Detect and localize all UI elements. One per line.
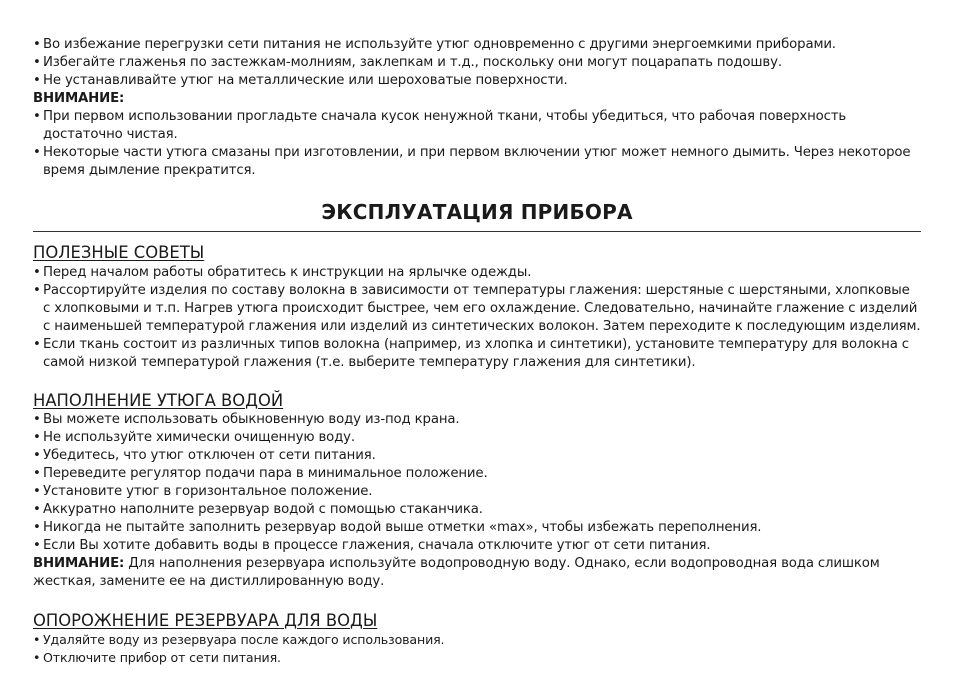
list-item: • Убедитесь, что утюг отключен от сети питания. bbox=[33, 447, 880, 465]
list-item: • Не используйте химически очищенную воду. bbox=[33, 429, 880, 447]
list-item: • Отключите прибор от сети питания. bbox=[33, 649, 444, 667]
list-item bbox=[33, 108, 910, 144]
title-divider bbox=[33, 231, 921, 232]
list-item-line: • Некоторые части утюга смазаны при изготовлении, и при первом включении утюг может немного дымить. Через некоторое bbox=[43, 145, 911, 160]
list-item: • Аккуратно наполните резервуар водой с помощью стаканчика. bbox=[33, 501, 880, 519]
list-item: • Переведите регулятор подачи пара в минимальное положение. bbox=[33, 465, 880, 483]
filling-heading: НАПОЛНЕНИЕ УТЮГА ВОДОЙ bbox=[33, 391, 284, 410]
list-item-line: время дымление прекратится. bbox=[43, 163, 256, 178]
filling-warning bbox=[33, 555, 880, 573]
list-item: • Никогда не пытайте заполнить резервуар водой выше отметки «max», чтобы избежать переполнения. bbox=[33, 519, 880, 537]
list-item: • Избегайте глаженья по застежкам-молниям, заклепкам и т.д., поскольку они могут поцарапать подошву. bbox=[33, 54, 910, 72]
list-item-line: достаточно чистая. bbox=[43, 127, 178, 142]
emptying-list bbox=[33, 631, 444, 667]
list-item-line: с наименьшей температурой глажения или изделий из синтетических волокон. Затем переходите к последующим изделиям. bbox=[43, 319, 921, 334]
warning-text-continued: жесткая, замените ее на дистиллированную воду. bbox=[33, 574, 385, 589]
list-item-line: • Рассортируйте изделия по составу волокна в зависимости от температуры глажения: шерстяные с шерстяными, хлопковые bbox=[43, 283, 910, 298]
list-item: • Во избежание перегрузки сети питания не используйте утюг одновременно с другими энергоемкими приборами. bbox=[33, 36, 910, 54]
list-item: • Не устанавливайте утюг на металлические или шероховатые поверхности. bbox=[33, 72, 910, 90]
list-item bbox=[33, 282, 921, 336]
filling-list bbox=[33, 411, 880, 591]
list-item-line: • Если ткань состоит из различных типов волокна (например, из хлопка и синтетики), установите температуру для волокна с bbox=[43, 337, 909, 352]
list-item: • Установите утюг в горизонтальное положение. bbox=[33, 483, 880, 501]
list-item-line: с хлопковыми и т.п. Нагрев утюга происходит быстрее, чем его охлаждение. Следовательно, начинайте глажение с изделий bbox=[43, 301, 918, 316]
tips-list bbox=[33, 264, 921, 372]
list-item: • Вы можете использовать обыкновенную воду из-под крана. bbox=[33, 411, 880, 429]
emptying-heading: ОПОРОЖНЕНИЕ РЕЗЕРВУАРА ДЛЯ ВОДЫ bbox=[33, 611, 378, 630]
list-item: • Удаляйте воду из резервуара после каждого использования. bbox=[33, 631, 444, 649]
list-item: • Если Вы хотите добавить воды в процессе глажения, сначала отключите утюг от сети питания. bbox=[33, 537, 880, 555]
list-item bbox=[33, 336, 921, 372]
list-item bbox=[33, 144, 910, 180]
warning-label: ВНИМАНИЕ: bbox=[33, 91, 125, 106]
section-title: ЭКСПЛУАТАЦИЯ ПРИБОРА bbox=[321, 200, 633, 224]
list-item bbox=[33, 264, 921, 282]
tips-heading: ПОЛЕЗНЫЕ СОВЕТЫ bbox=[33, 243, 205, 262]
warning-label: ВНИМАНИЕ: bbox=[33, 556, 125, 571]
list-item-line: самой низкой температурой глажения (т.е. выберите температуру глажения для синтетики). bbox=[43, 355, 696, 370]
warning-text: Для наполнения резервуара используйте водопроводную воду. Однако, если водопроводная вода слишком bbox=[128, 556, 880, 571]
list-item-line: • При первом использовании прогладьте сначала кусок ненужной ткани, чтобы убедиться, что рабочая поверхность bbox=[43, 109, 847, 124]
list-item-line: • Перед началом работы обратитесь к инструкции на ярлычке одежды. bbox=[43, 265, 532, 280]
intro-section bbox=[33, 36, 910, 180]
